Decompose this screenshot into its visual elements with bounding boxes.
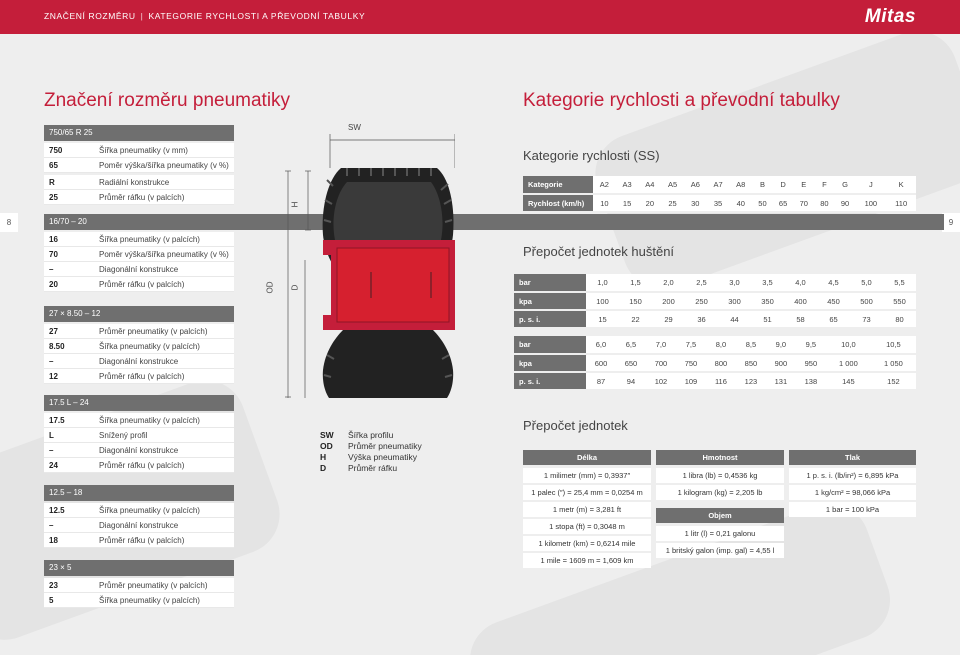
- mitas-logo: Mitas: [864, 6, 916, 27]
- label-h: H: [290, 201, 300, 208]
- column-header: Délka: [523, 450, 651, 465]
- cell: 400: [784, 292, 817, 310]
- cell: 950: [796, 354, 826, 372]
- desc: Šířka pneumatiky (v palcích): [99, 342, 200, 351]
- cell: 51: [751, 310, 784, 328]
- cell: 30: [684, 194, 707, 212]
- cell: 22: [619, 310, 652, 328]
- nav-item-naming[interactable]: ZNAČENÍ ROZMĚRU: [44, 11, 136, 21]
- cell: A6: [684, 176, 707, 194]
- table-row: [44, 428, 234, 443]
- cell: F: [814, 176, 835, 194]
- cell: 4,0: [784, 274, 817, 292]
- cell: 600: [586, 354, 616, 372]
- code: 12: [49, 372, 58, 381]
- label-sw: SW: [348, 123, 361, 132]
- code: 24: [49, 461, 58, 470]
- cell: 100: [586, 292, 619, 310]
- code: –: [49, 265, 54, 274]
- table-row: [514, 310, 916, 328]
- desc: Šířka pneumatiky (v mm): [99, 146, 188, 155]
- cell: 2,0: [652, 274, 685, 292]
- code: –: [49, 357, 54, 366]
- cell: J: [855, 176, 886, 194]
- table-row: [44, 354, 234, 369]
- size-group-4: [44, 395, 234, 473]
- page-title-right: Kategorie rychlosti a převodní tabulky: [523, 90, 840, 111]
- cell: 145: [826, 372, 871, 390]
- cell: 150: [619, 292, 652, 310]
- cell: 2,5: [685, 274, 718, 292]
- cell: 65: [773, 194, 794, 212]
- tire-cross-section-diagram: [255, 120, 455, 398]
- desc: Diagonální konstrukce: [99, 265, 179, 274]
- row-header: p. s. i.: [514, 310, 586, 328]
- table-row: [44, 518, 234, 533]
- code: L: [49, 431, 54, 440]
- legend-value: Výška pneumatiky: [348, 452, 417, 462]
- cell: 10: [593, 194, 616, 212]
- cell: 850: [736, 354, 766, 372]
- legend-key: H: [320, 452, 327, 462]
- cell: 5,5: [883, 274, 916, 292]
- desc: Průměr ráfku (v palcích): [99, 280, 185, 289]
- cell: 102: [646, 372, 676, 390]
- cell: A5: [661, 176, 684, 194]
- cell: 1 000: [826, 354, 871, 372]
- cell: 7,5: [676, 336, 706, 354]
- breadcrumb: ZNAČENÍ ROZMĚRU | KATEGORIE RYCHLOSTI A PŘEVODNÍ TABULKY: [44, 11, 366, 21]
- group-title: 23 × 5: [44, 560, 234, 576]
- desc: Poměr výška/šířka pneumatiky (v %): [99, 161, 229, 170]
- table-row: [44, 578, 234, 593]
- table-row: [44, 593, 234, 608]
- table-row: [44, 262, 234, 277]
- row-header: kpa: [514, 354, 586, 372]
- cell: B: [752, 176, 773, 194]
- column-header: Tlak: [789, 450, 916, 465]
- pressure-conversion: [789, 450, 916, 519]
- legend-key: D: [320, 463, 327, 473]
- cell: 80: [883, 310, 916, 328]
- legend-key: OD: [320, 441, 333, 451]
- code: 25: [49, 193, 58, 202]
- units-title: Přepočet jednotek: [523, 418, 628, 433]
- desc: Průměr ráfku (v palcích): [99, 461, 185, 470]
- cell: 70: [793, 194, 814, 212]
- cell: 200: [652, 292, 685, 310]
- table-row: [44, 339, 234, 354]
- pressure-table-2: [514, 336, 916, 391]
- cell: 8,0: [706, 336, 736, 354]
- desc: Průměr ráfku (v palcích): [99, 193, 185, 202]
- cell: 123: [736, 372, 766, 390]
- cell: 800: [706, 354, 736, 372]
- code: 20: [49, 280, 58, 289]
- cell: 1,5: [619, 274, 652, 292]
- cell: 750: [676, 354, 706, 372]
- cell: 550: [883, 292, 916, 310]
- list-item: 1 mile = 1609 m = 1,609 km: [523, 553, 651, 568]
- group-title: 27 × 8.50 – 12: [44, 306, 234, 322]
- desc: Průměr ráfku (v palcích): [99, 372, 185, 381]
- list-item: 1 p. s. i. (lb/in²) = 6,895 kPa: [789, 468, 916, 483]
- group-title: 16/70 – 20: [44, 214, 944, 230]
- list-item: 1 palec (″) = 25,4 mm = 0,0254 m: [523, 485, 651, 500]
- row-header: bar: [514, 274, 586, 292]
- desc: Diagonální konstrukce: [99, 521, 179, 530]
- cell: 29: [652, 310, 685, 328]
- cell: 650: [616, 354, 646, 372]
- table-row: [514, 336, 916, 354]
- cell: 3,0: [718, 274, 751, 292]
- code: 23: [49, 581, 58, 590]
- cell: 300: [718, 292, 751, 310]
- cell: 1 050: [871, 354, 916, 372]
- legend-value: Průměr pneumatiky: [348, 441, 422, 451]
- cell: 20: [638, 194, 661, 212]
- list-item: 1 metr (m) = 3,281 ft: [523, 502, 651, 517]
- weight-conversion: [656, 450, 784, 502]
- cell: 15: [586, 310, 619, 328]
- label-d: D: [290, 284, 300, 291]
- size-group-6: [44, 560, 234, 608]
- table-row: [44, 369, 234, 384]
- code: 70: [49, 250, 58, 259]
- cell: A8: [729, 176, 752, 194]
- legend-value: Průměr ráfku: [348, 463, 398, 473]
- table-row: [44, 443, 234, 458]
- table-row: [44, 413, 234, 428]
- cell: 87: [586, 372, 616, 390]
- size-group-1: [44, 125, 234, 205]
- table-row: [44, 143, 234, 158]
- pressure-table-1: [514, 274, 916, 329]
- cell: 110: [886, 194, 916, 212]
- table-row: [514, 372, 916, 390]
- table-row: [44, 533, 234, 548]
- cell: A4: [638, 176, 661, 194]
- desc: Radiální konstrukce: [99, 178, 170, 187]
- legend-key: SW: [320, 430, 334, 440]
- cell: A3: [616, 176, 639, 194]
- page-title-left: Značení rozměru pneumatiky: [44, 90, 291, 111]
- tire-lower-shape: [323, 330, 453, 398]
- nav-item-speed[interactable]: KATEGORIE RYCHLOSTI A PŘEVODNÍ TABULKY: [148, 11, 366, 21]
- row-header: Kategorie: [523, 176, 593, 194]
- code: –: [49, 446, 54, 455]
- table-row: [44, 277, 234, 292]
- desc: Poměr výška/šířka pneumatiky (v %): [99, 250, 229, 259]
- table-row: [44, 247, 234, 262]
- cell: 65: [817, 310, 850, 328]
- code: 27: [49, 327, 58, 336]
- cell: 100: [855, 194, 886, 212]
- cell: 7,0: [646, 336, 676, 354]
- page-number-right: 9: [942, 213, 960, 232]
- cell: 9,0: [766, 336, 796, 354]
- cell: 58: [784, 310, 817, 328]
- list-item: 1 stopa (ft) = 0,3048 m: [523, 519, 651, 534]
- table-row: [514, 354, 916, 372]
- list-item: 1 litr (l) = 0,21 galonu: [656, 526, 784, 541]
- desc: Šířka pneumatiky (v palcích): [99, 416, 200, 425]
- cell: E: [793, 176, 814, 194]
- code: –: [49, 521, 54, 530]
- table-row: [44, 503, 234, 518]
- cell: 1,0: [586, 274, 619, 292]
- row-header: p. s. i.: [514, 372, 586, 390]
- cell: 15: [616, 194, 639, 212]
- cell: 5,0: [850, 274, 883, 292]
- desc: Snížený profil: [99, 431, 148, 440]
- list-item: 1 libra (lb) = 0,4536 kg: [656, 468, 784, 483]
- cell: 450: [817, 292, 850, 310]
- cell: 8,5: [736, 336, 766, 354]
- table-row: [523, 194, 916, 212]
- code: 16: [49, 235, 58, 244]
- code: 12.5: [49, 506, 65, 515]
- speed-title: Kategorie rychlosti (SS): [523, 148, 660, 163]
- group-title: 750/65 R 25: [44, 125, 234, 141]
- diagram-legend: [320, 430, 422, 474]
- code: 750: [49, 146, 63, 155]
- size-group-5: [44, 485, 234, 548]
- cell: 4,5: [817, 274, 850, 292]
- desc: Průměr pneumatiky (v palcích): [99, 581, 208, 590]
- desc: Průměr ráfku (v palcích): [99, 536, 185, 545]
- cell: 3,5: [751, 274, 784, 292]
- label-od: OD: [265, 281, 275, 294]
- desc: Průměr pneumatiky (v palcích): [99, 327, 208, 336]
- cell: 44: [718, 310, 751, 328]
- legend-item: [320, 441, 422, 452]
- code: 65: [49, 161, 58, 170]
- desc: Šířka pneumatiky (v palcích): [99, 506, 200, 515]
- speed-category-table: [523, 176, 916, 213]
- cell: 36: [685, 310, 718, 328]
- cell: 10,0: [826, 336, 871, 354]
- cell: 9,5: [796, 336, 826, 354]
- table-row: [44, 175, 234, 190]
- cell: 109: [676, 372, 706, 390]
- list-item: 1 kilogram (kg) = 2,205 lb: [656, 485, 784, 500]
- page-number-left: 8: [0, 213, 18, 232]
- cell: 116: [706, 372, 736, 390]
- code: 8.50: [49, 342, 65, 351]
- pressure-title: Přepočet jednotek huštění: [523, 244, 675, 259]
- cell: 50: [752, 194, 773, 212]
- cell: 73: [850, 310, 883, 328]
- table-row: [44, 458, 234, 473]
- desc: Diagonální konstrukce: [99, 446, 179, 455]
- size-group-2: [44, 232, 234, 292]
- rim-barrel: [337, 248, 449, 322]
- list-item: 1 bar = 100 kPa: [789, 502, 916, 517]
- code: 18: [49, 536, 58, 545]
- desc: Šířka pneumatiky (v palcích): [99, 235, 200, 244]
- cell: 500: [850, 292, 883, 310]
- list-item: 1 kilometr (km) = 0,6214 mile: [523, 536, 651, 551]
- cell: 900: [766, 354, 796, 372]
- cell: 152: [871, 372, 916, 390]
- table-row: [44, 190, 234, 205]
- volume-conversion: [656, 508, 784, 560]
- legend-item: [320, 463, 422, 474]
- list-item: 1 kg/cm² = 98,066 kPa: [789, 485, 916, 500]
- cell: A7: [707, 176, 730, 194]
- cell: D: [773, 176, 794, 194]
- table-row: [44, 232, 234, 247]
- cell: K: [886, 176, 916, 194]
- cell: 35: [707, 194, 730, 212]
- legend-value: Šířka profilu: [348, 430, 394, 440]
- row-header: Rychlost (km/h): [523, 194, 593, 212]
- table-row: [514, 292, 916, 310]
- cell: 700: [646, 354, 676, 372]
- list-item: 1 milimetr (mm) = 0,3937″: [523, 468, 651, 483]
- cell: 10,5: [871, 336, 916, 354]
- table-row: [523, 176, 916, 194]
- column-header: Objem: [656, 508, 784, 523]
- cell: G: [835, 176, 856, 194]
- table-row: [44, 324, 234, 339]
- cell: 138: [796, 372, 826, 390]
- code: 17.5: [49, 416, 65, 425]
- cell: 25: [661, 194, 684, 212]
- table-row: [514, 274, 916, 292]
- group-title: 12.5 – 18: [44, 485, 234, 501]
- top-bar: [0, 0, 960, 34]
- table-row: [44, 158, 234, 173]
- group-title: 17.5 L – 24: [44, 395, 234, 411]
- cell: 40: [729, 194, 752, 212]
- desc: Šířka pneumatiky (v palcích): [99, 596, 200, 605]
- cell: 350: [751, 292, 784, 310]
- cell: 6,0: [586, 336, 616, 354]
- column-header: Hmotnost: [656, 450, 784, 465]
- cell: 6,5: [616, 336, 646, 354]
- row-header: bar: [514, 336, 586, 354]
- cell: 90: [835, 194, 856, 212]
- length-conversion: [523, 450, 651, 570]
- code: 5: [49, 596, 54, 605]
- code: R: [49, 178, 55, 187]
- size-group-3: [44, 306, 234, 384]
- cell: A2: [593, 176, 616, 194]
- list-item: 1 britský galon (imp. gal) = 4,55 l: [656, 543, 784, 558]
- desc: Diagonální konstrukce: [99, 357, 179, 366]
- cell: 250: [685, 292, 718, 310]
- legend-item: [320, 452, 422, 463]
- cell: 131: [766, 372, 796, 390]
- cell: 80: [814, 194, 835, 212]
- legend-item: [320, 430, 422, 441]
- row-header: kpa: [514, 292, 586, 310]
- cell: 94: [616, 372, 646, 390]
